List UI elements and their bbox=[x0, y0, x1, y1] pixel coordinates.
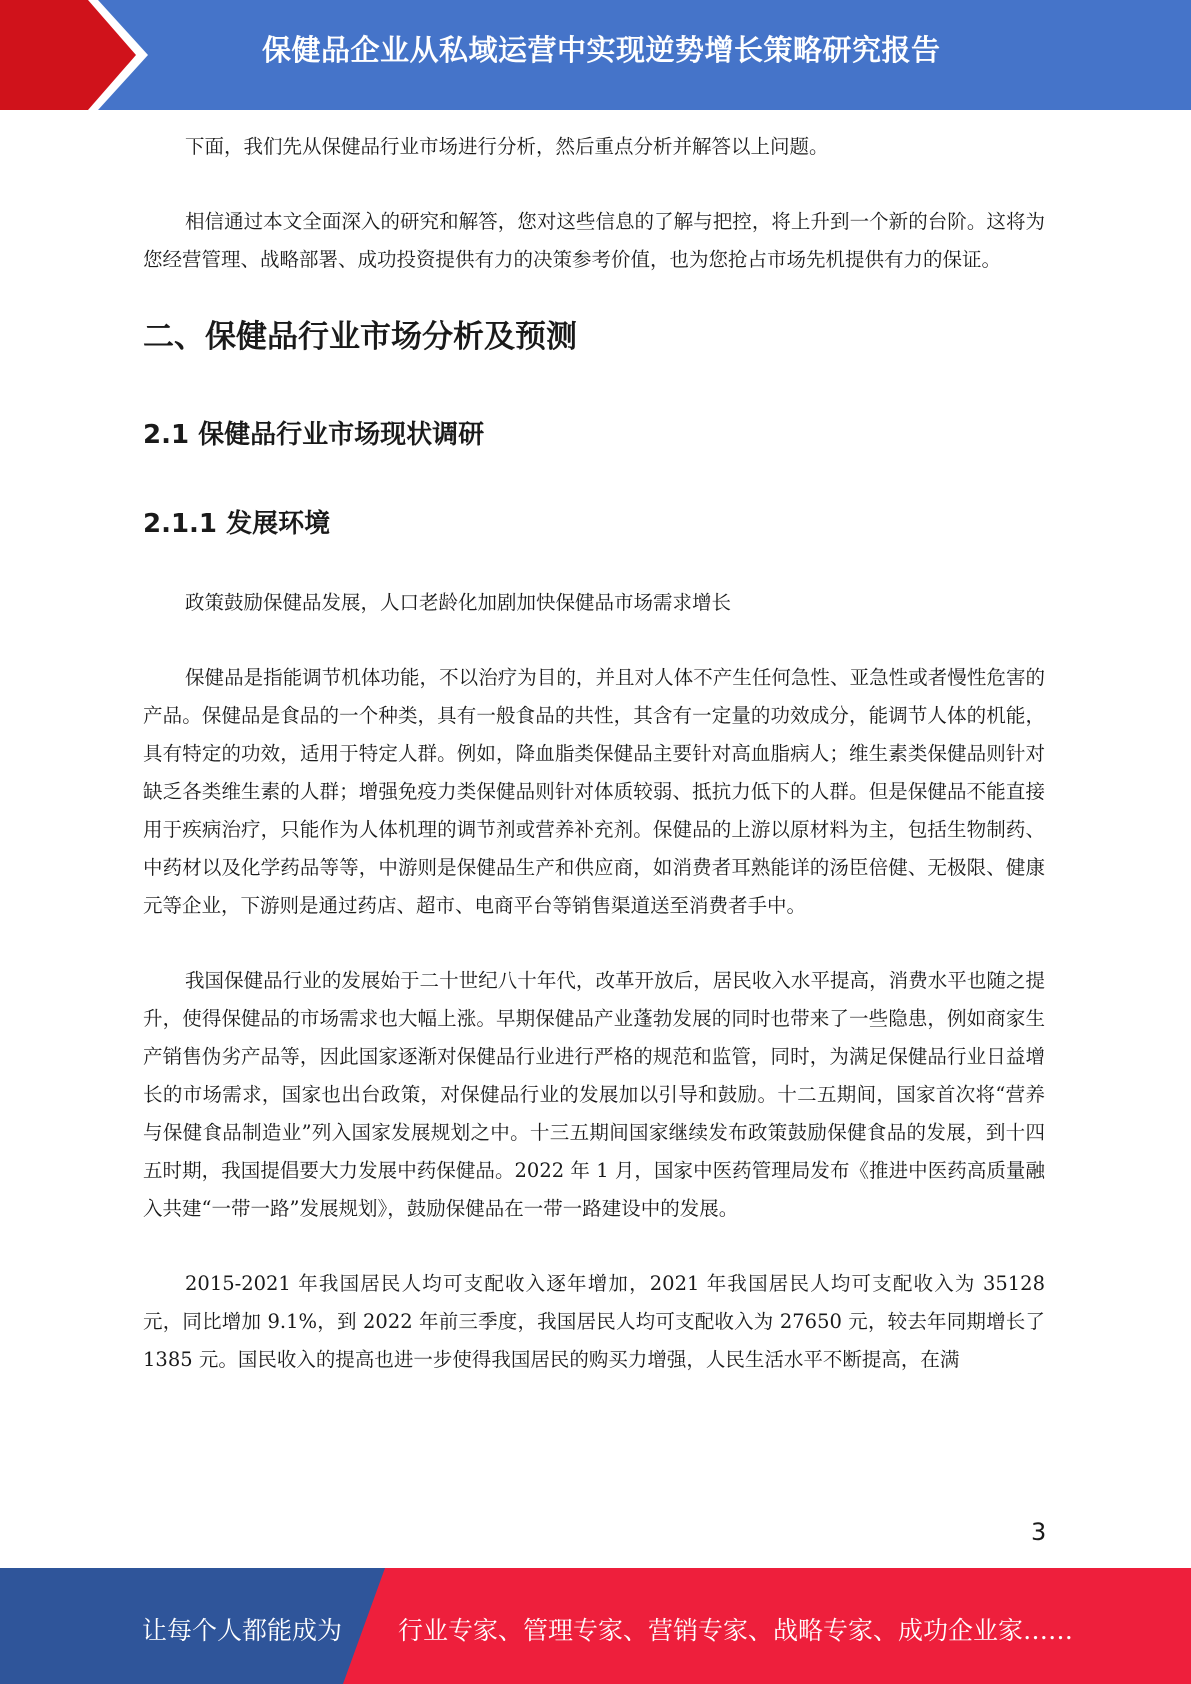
page-footer bbox=[0, 1568, 1191, 1684]
footer-slogan-left: 让每个人都能成为 bbox=[142, 1616, 343, 1645]
section-heading-2-1-1: 2.1.1 发展环境 bbox=[143, 509, 331, 539]
page-content bbox=[143, 128, 1045, 1379]
section-heading-2: 二、保健品行业市场分析及预测 bbox=[143, 319, 577, 355]
paragraph-policy: 政策鼓励保健品发展，人口老龄化加剧加快保健品市场需求增长 bbox=[185, 591, 732, 614]
page-number: 3 bbox=[1031, 1518, 1047, 1546]
page-header bbox=[0, 0, 1191, 110]
report-title: 保健品企业从私域运营中实现逆势增长策略研究报告 bbox=[262, 33, 941, 67]
paragraph-value: 相信通过本文全面深入的研究和解答，您对这些信息的了解与把控，将上升到一个新的台阶。这将为您经营管理、战略部署、成功投资提供有力的决策参考价值，也为您抢占市场先机提供有力的保证。 bbox=[143, 210, 1045, 271]
footer-slogan-right: 行业专家、管理专家、营销专家、战略专家、成功企业家…… bbox=[398, 1616, 1074, 1645]
paragraph-definition: 保健品是指能调节机体功能，不以治疗为目的，并且对人体不产生任何急性、亚急性或者慢性危害的产品。保健品是食品的一个种类，具有一般食品的共性，其含有一定量的功效成分，能调节人体的机能，具有特定的功效，适用于特定人群。例如，降血脂类保健品主要针对高血脂病人；维生素类保健品则针对缺乏各类维生素的人群；增强免疫力类保健品则针对体质较弱、抵抗力低下的人群。但是保健品不能直接用于疾病治疗，只能作为人体机理的调节剂或营养补充剂。保健品的上游以原材料为主，包括生物制药、中药材以及化学药品等等，中游则是保健品生产和供应商，如消费者耳熟能详的汤臣倍健、无极限、健康元等企业，下游则是通过药店、超市、电商平台等销售渠道送至消费者手中。 bbox=[143, 666, 1045, 917]
paragraph-income: 2015-2021 年我国居民人均可支配收入逐年增加，2021 年我国居民人均可支配收入为 35128 元，同比增加 9.1%，到 2022 年前三季度，我国居民人均可支配收入为 27650 元，较去年同期增长了 1385 元。国民收入的提高也进一步使得我国居民的购买力增强，人民生活水平不断提高，在满 bbox=[143, 1272, 1045, 1371]
paragraph-history: 我国保健品行业的发展始于二十世纪八十年代，改革开放后，居民收入水平提高，消费水平也随之提升，使得保健品的市场需求也大幅上涨。早期保健品产业蓬勃发展的同时也带来了一些隐患，例如商家生产销售伪劣产品等，因此国家逐渐对保健品行业进行严格的规范和监管，同时，为满足保健品行业日益增长的市场需求，国家也出台政策，对保健品行业的发展加以引导和鼓励。十二五期间，国家首次将“营养与保健食品制造业”列入国家发展规划之中。十三五期间国家继续发布政策鼓励保健食品的发展，到十四五时期，我国提倡要大力发展中药保健品。2022 年 1 月，国家中医药管理局发布《推进中医药高质量融入共建“一带一路”发展规划》，鼓励保健品在一带一路建设中的发展。 bbox=[143, 969, 1045, 1220]
paragraph-intro: 下面，我们先从保健品行业市场进行分析，然后重点分析并解答以上问题。 bbox=[185, 135, 829, 158]
header-arrow-graphic bbox=[0, 0, 160, 110]
section-heading-2-1: 2.1 保健品行业市场现状调研 bbox=[143, 420, 485, 450]
